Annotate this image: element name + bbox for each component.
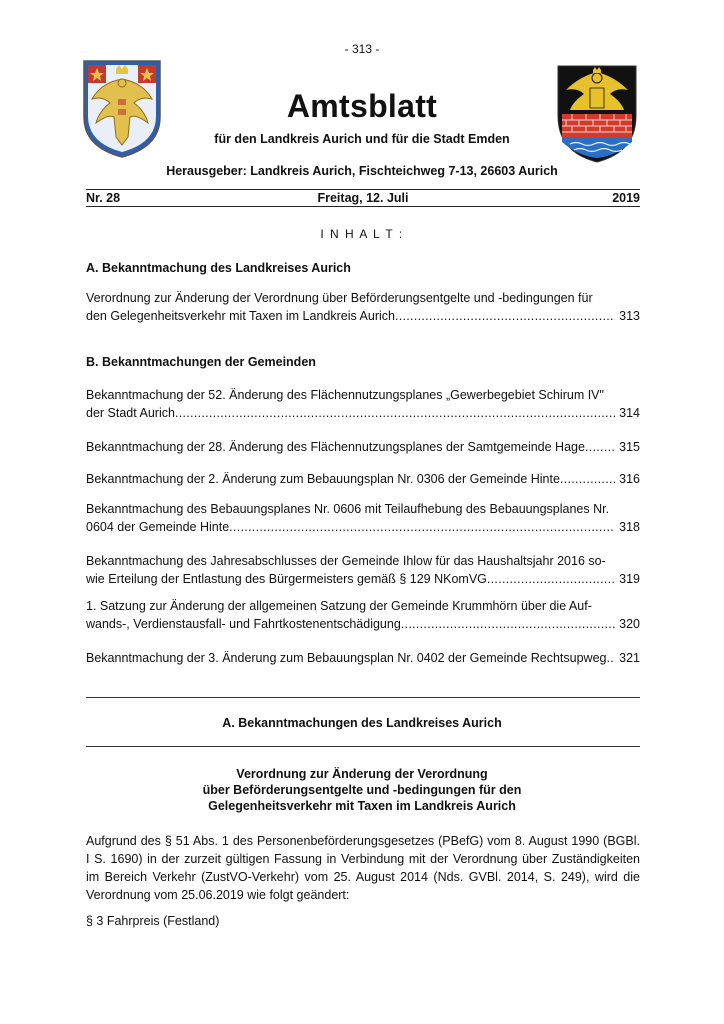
publisher-line: Herausgeber: Landkreis Aurich, Fischteichweg 7-13, 26603 Aurich: [166, 164, 558, 178]
toc-page-number: 321: [619, 651, 640, 665]
toc-leader: [487, 570, 615, 588]
toc-page-number: 315: [619, 440, 640, 454]
regulation-title-line: Gelegenheitsverkehr mit Taxen im Landkreis Aurich: [208, 799, 516, 813]
toc-entry-line2: Bekanntmachung der 2. Änderung zum Bebauungsplan Nr. 0306 der Gemeinde Hinte: [86, 472, 560, 486]
toc-page-number: 316: [619, 472, 640, 486]
section-title: A. Bekanntmachungen des Landkreises Aurich: [222, 716, 502, 730]
toc-leader: [606, 649, 615, 667]
regulation-title: [0, 766, 724, 814]
toc-entry-line1: Bekanntmachung des Jahresabschlusses der Gemeinde Ihlow für das Haushaltsjahr 2016 so-: [86, 554, 606, 568]
toc-entry-line2: der Stadt Aurich: [86, 406, 175, 420]
page-number: - 313 -: [344, 42, 380, 56]
toc-entry-line2: Bekanntmachung der 28. Änderung des Flächennutzungsplanes der Samtgemeinde Hage: [86, 440, 585, 454]
toc-leader: [585, 438, 615, 456]
toc-leader: [401, 615, 615, 633]
toc-entry[interactable]: [86, 552, 640, 588]
toc-page-number: 318: [619, 520, 640, 534]
toc-entry-line2: wie Erteilung der Entlastung des Bürgermeisters gemäß § 129 NKomVG: [86, 572, 487, 586]
toc-page-number: 320: [619, 617, 640, 631]
regulation-title-line: über Beförderungsentgelte und -bedingungen für den: [202, 783, 522, 797]
toc-leader: [175, 404, 615, 422]
issue-number: Nr. 28: [86, 191, 121, 205]
toc-entry[interactable]: [86, 649, 640, 667]
issue-year: 2019: [612, 191, 640, 205]
toc-entry[interactable]: [86, 289, 640, 325]
divider: [86, 697, 640, 698]
toc-entry-line1: Bekanntmachung des Bebauungsplanes Nr. 0606 mit Teilaufhebung des Bebauungsplanes Nr.: [86, 502, 610, 516]
toc-entry-line2: 0604 der Gemeinde Hinte: [86, 520, 230, 534]
toc-leader: [229, 518, 615, 536]
toc-entry[interactable]: [86, 470, 640, 488]
publication-subtitle: für den Landkreis Aurich und für die Stadt Emden: [214, 132, 510, 146]
toc-entry[interactable]: [86, 597, 640, 633]
toc-entry-line2: den Gelegenheitsverkehr mit Taxen im Landkreis Aurich: [86, 309, 395, 323]
paragraph-heading: § 3 Fahrpreis (Festland): [86, 914, 220, 928]
toc-page-number: 314: [619, 406, 640, 420]
toc-section-a: A. Bekanntmachung des Landkreises Aurich: [86, 261, 351, 275]
toc-entry-line1: 1. Satzung zur Änderung der allgemeinen Satzung der Gemeinde Krummhörn über die Auf-: [86, 599, 592, 613]
toc-leader: [560, 470, 615, 488]
issue-date: Freitag, 12. Juli: [317, 191, 409, 205]
toc-entry[interactable]: [86, 386, 640, 422]
toc-section-b: B. Bekanntmachungen der Gemeinden: [86, 355, 316, 369]
issue-bar: [86, 189, 640, 207]
regulation-body: Aufgrund des § 51 Abs. 1 des Personenbeförderungsgesetzes (PBefG) vom 8. August 1990 (BGBl. I S. 1690) in der zurzeit gültigen Fassung in Verbindung mit der Verordnung über Zuständigkeiten im Bereich Verkehr (ZustVO-Verkehr) vom 25. August 2014 (Nds. GVBl. 2014, S. 249), wird die Verordnung vom 25.06.2019 wie folgt geändert:: [86, 834, 640, 902]
toc-heading: I N H A L T :: [320, 227, 404, 241]
toc-page-number: 313: [619, 309, 640, 323]
toc-entry[interactable]: [86, 500, 640, 536]
divider: [86, 746, 640, 747]
toc-entry-line1: Verordnung zur Änderung der Verordnung über Beförderungsentgelte und -bedingungen für: [86, 291, 593, 305]
toc-entry[interactable]: [86, 438, 640, 456]
toc-entry-line2: Bekanntmachung der 3. Änderung zum Bebauungsplan Nr. 0402 der Gemeinde Rechtsupweg: [86, 651, 607, 665]
toc-leader: [395, 307, 615, 325]
toc-entry-line1: Bekanntmachung der 52. Änderung des Flächennutzungsplanes „Gewerbegebiet Schirum IV": [86, 388, 604, 402]
publication-title: Amtsblatt: [286, 88, 438, 124]
toc-page-number: 319: [619, 572, 640, 586]
regulation-title-line: Verordnung zur Änderung der Verordnung: [236, 767, 488, 781]
toc-entry-line2: wands-, Verdienstausfall- und Fahrtkostenentschädigung: [86, 617, 401, 631]
